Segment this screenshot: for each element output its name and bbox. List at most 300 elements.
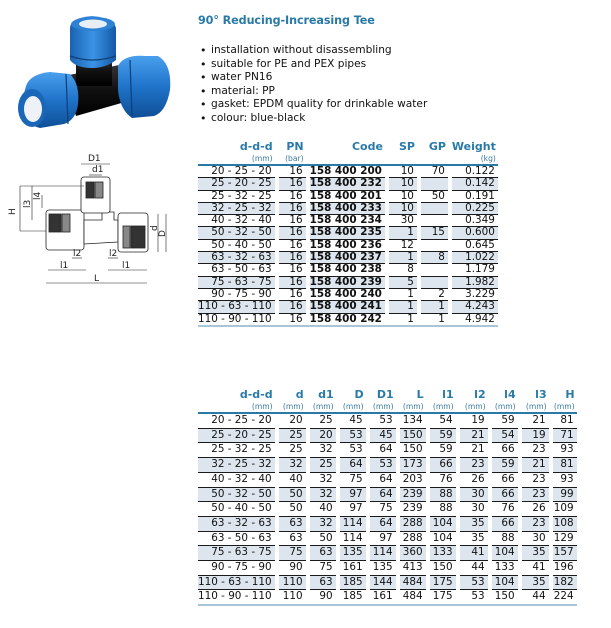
column-header-unit: (mm) — [553, 402, 575, 411]
cell-d-d-d: 25 - 20 - 25 — [198, 177, 275, 189]
cell-d1: 75 — [370, 501, 396, 516]
cell-gp — [421, 177, 448, 189]
cell-code: 158 400 242 — [310, 313, 385, 325]
cell-l2: 53 — [460, 589, 488, 604]
cell-code: 158 400 238 — [310, 263, 385, 275]
product-title: 90° Reducing-Increasing Tee — [198, 14, 375, 27]
table-row — [198, 288, 498, 300]
cell-h: 182 — [553, 575, 577, 590]
cell-code: 158 400 241 — [310, 300, 385, 312]
cell-d1: 64 — [370, 487, 396, 502]
cell-pn: 16 — [279, 202, 306, 214]
cell-h: 93 — [553, 442, 577, 457]
cell-l: 484 — [400, 575, 426, 590]
table-row — [198, 263, 498, 275]
cell-pn: 16 — [279, 239, 306, 251]
cell-d: 25 — [279, 428, 306, 443]
feature-item: • suitable for PE and PEX pipes — [198, 58, 427, 72]
cell-code: 158 400 235 — [310, 226, 385, 238]
cell-d-d-d: 63 - 32 - 63 — [198, 251, 275, 263]
cell-d: 114 — [340, 531, 366, 546]
cell-sp: 10 — [389, 202, 417, 214]
table-row — [198, 531, 577, 546]
cell-l1: 133 — [430, 545, 456, 560]
cell-d: 75 — [340, 472, 366, 487]
column-header-unit — [421, 153, 446, 164]
cell-sp: 12 — [389, 239, 417, 251]
cell-l4: 104 — [492, 575, 518, 590]
column-header-code — [310, 140, 385, 164]
cell-d: 110 — [279, 575, 306, 590]
cell-h: 99 — [553, 487, 577, 502]
cell-l3: 21 — [522, 457, 549, 472]
column-header-label: D1 — [376, 388, 394, 401]
cell-d1: 40 — [310, 501, 336, 516]
table-row — [198, 166, 498, 177]
cell-l: 239 — [400, 501, 426, 516]
column-header-weight — [452, 140, 498, 164]
cell-d: 114 — [340, 516, 366, 531]
cell-weight: 0.645 — [452, 239, 498, 251]
column-header-label: l4 — [504, 388, 516, 401]
table-row — [198, 239, 498, 251]
cell-h: 109 — [553, 501, 577, 516]
cell-h: 157 — [553, 545, 577, 560]
column-header-label: d — [295, 388, 304, 401]
cell-gp: 2 — [421, 288, 448, 300]
cell-d: 185 — [340, 575, 366, 590]
cell-l1: 66 — [430, 457, 456, 472]
cell-d-d-d: 20 - 25 - 20 — [211, 414, 272, 426]
cell-l1: 175 — [430, 589, 456, 604]
cell-pn: 16 — [279, 300, 306, 312]
cell-l: 413 — [400, 560, 426, 575]
table-bottom-rule — [198, 604, 577, 620]
column-header-label: SP — [398, 140, 415, 153]
table-bottom-rule — [198, 325, 498, 338]
cell-l3: 23 — [522, 487, 549, 502]
column-header-sp — [389, 140, 417, 164]
cell-h: 71 — [553, 428, 577, 443]
cell-gp: 70 — [431, 165, 445, 177]
cell-l2: 30 — [460, 501, 488, 516]
cell-d1: 20 — [310, 428, 336, 443]
cell-l1: 88 — [430, 501, 456, 516]
table-row — [198, 214, 498, 226]
cell-d: 50 — [279, 501, 306, 516]
cell-l4: 133 — [492, 560, 518, 575]
cell-weight: 0.191 — [452, 190, 498, 202]
column-header-unit: (mm) — [432, 402, 454, 411]
cell-code: 158 400 239 — [310, 276, 385, 288]
cell-l: 288 — [400, 516, 426, 531]
cell-d: 20 — [289, 414, 303, 426]
cell-l1: 59 — [430, 428, 456, 443]
cell-l: 484 — [400, 589, 426, 604]
column-header-label: d1 — [318, 388, 334, 401]
cell-l4: 88 — [492, 531, 518, 546]
cell-weight: 0.225 — [452, 202, 498, 214]
column-header-label: l3 — [535, 388, 547, 401]
column-header-label: GP — [428, 140, 446, 153]
cell-weight: 1.022 — [452, 251, 498, 263]
cell-gp: 8 — [421, 251, 448, 263]
label-l1-right: l1 — [122, 261, 131, 271]
cell-pn: 16 — [279, 263, 306, 275]
cell-sp: 1 — [389, 300, 417, 312]
cell-l2: 53 — [460, 575, 488, 590]
cell-sp: 10 — [389, 190, 417, 202]
label-D1: D1 — [88, 154, 101, 164]
column-header-l4 — [492, 388, 518, 412]
cell-l3: 23 — [522, 516, 549, 531]
cell-pn: 16 — [279, 313, 306, 325]
cell-l4: 104 — [492, 545, 518, 560]
drawing-body — [46, 177, 148, 252]
table-row — [198, 442, 577, 457]
cell-d-d-d: 25 - 32 - 25 — [198, 190, 275, 202]
cell-l1: 88 — [430, 487, 456, 502]
cell-h: 224 — [553, 589, 577, 604]
cell-d-d-d: 40 - 32 - 40 — [198, 472, 275, 487]
cell-l2: 23 — [460, 457, 488, 472]
label-D: D — [158, 230, 168, 237]
cell-d1: 53 — [370, 457, 396, 472]
column-header-l — [400, 388, 426, 412]
cell-d1: 161 — [370, 589, 396, 604]
cell-l: 173 — [400, 457, 426, 472]
cell-l4: 76 — [492, 501, 518, 516]
cell-l3: 23 — [522, 472, 549, 487]
cell-sp: 1 — [389, 226, 417, 238]
label-l2-left: l2 — [73, 249, 82, 259]
cell-l4: 66 — [492, 442, 518, 457]
table-row — [198, 589, 577, 604]
cell-d1: 75 — [310, 560, 336, 575]
column-header-label: Weight — [451, 140, 496, 153]
cell-gp: 1 — [421, 300, 448, 312]
cell-d-d-d: 110 - 90 - 110 — [198, 313, 275, 325]
column-header-unit: (mm) — [342, 402, 364, 411]
label-l3: l3 — [23, 199, 33, 208]
cell-d-d-d: 50 - 32 - 50 — [198, 487, 275, 502]
cell-pn: 16 — [289, 165, 303, 177]
table-row — [198, 202, 498, 214]
column-header-label: Code — [351, 140, 383, 153]
cell-gp: 15 — [421, 226, 448, 238]
cell-d1: 50 — [310, 531, 336, 546]
cell-weight: 0.122 — [465, 165, 495, 177]
column-header-unit — [389, 153, 415, 164]
cell-code: 158 400 234 — [310, 214, 385, 226]
cell-h: 93 — [553, 472, 577, 487]
table-row — [198, 472, 577, 487]
cell-weight: 1.179 — [452, 263, 498, 275]
feature-item: • material: PP — [198, 85, 427, 99]
cell-h: 129 — [553, 531, 577, 546]
cell-pn: 16 — [279, 251, 306, 263]
cell-code: 158 400 233 — [310, 202, 385, 214]
column-header-label: D — [354, 388, 364, 401]
cell-d: 64 — [340, 457, 366, 472]
table-row — [198, 516, 577, 531]
column-header-d1 — [370, 388, 396, 412]
table-row — [198, 300, 498, 312]
table-row — [198, 560, 577, 575]
left-nut — [18, 72, 78, 128]
feature-list — [198, 44, 427, 126]
cell-l1: 104 — [430, 516, 456, 531]
cell-gp — [421, 263, 448, 275]
cell-l1: 175 — [430, 575, 456, 590]
cell-gp — [421, 202, 448, 214]
header-row — [198, 388, 577, 412]
cell-l: 203 — [400, 472, 426, 487]
cell-d-d-d: 110 - 63 - 110 — [198, 300, 275, 312]
column-header-unit: (mm) — [312, 402, 334, 411]
cell-d1: 32 — [310, 442, 336, 457]
cell-l: 239 — [400, 487, 426, 502]
cell-sp: 10 — [389, 177, 417, 189]
column-header-gp — [421, 140, 448, 164]
cell-d: 53 — [340, 428, 366, 443]
table-row — [198, 545, 577, 560]
cell-gp: 50 — [421, 190, 448, 202]
column-header-unit: (mm) — [251, 154, 273, 163]
cell-pn: 16 — [279, 214, 306, 226]
cell-weight: 4.243 — [452, 300, 498, 312]
cell-code: 158 400 201 — [310, 190, 385, 202]
cell-h: 196 — [553, 560, 577, 575]
cell-sp: 10 — [400, 165, 414, 177]
cell-l3: 23 — [522, 442, 549, 457]
cell-d1: 64 — [370, 442, 396, 457]
cell-d1: 32 — [310, 472, 336, 487]
cell-l: 288 — [400, 531, 426, 546]
cell-code: 158 400 237 — [310, 251, 385, 263]
column-header-unit: (mm) — [494, 402, 516, 411]
cell-sp: 30 — [389, 214, 417, 226]
table-row — [198, 428, 577, 443]
table-row — [198, 177, 498, 189]
cell-weight: 0.600 — [452, 226, 498, 238]
cell-d1: 45 — [370, 428, 396, 443]
cell-l3: 21 — [532, 414, 546, 426]
top-nut — [70, 16, 116, 68]
cell-d: 45 — [349, 414, 363, 426]
cell-weight: 0.349 — [452, 214, 498, 226]
cell-d1: 97 — [370, 531, 396, 546]
cell-d-d-d: 50 - 40 - 50 — [198, 239, 275, 251]
label-H: H — [8, 208, 18, 215]
cell-code: 158 400 240 — [310, 288, 385, 300]
cell-code: 158 400 232 — [310, 177, 385, 189]
cell-gp — [421, 276, 448, 288]
cell-l2: 35 — [460, 531, 488, 546]
cell-d1: 25 — [310, 457, 336, 472]
cell-l3: 19 — [522, 428, 549, 443]
column-header-d-d-d — [198, 140, 275, 164]
column-header-unit: (mm) — [525, 402, 547, 411]
cell-gp — [421, 239, 448, 251]
column-header-d-d-d — [198, 388, 275, 412]
cell-d1: 64 — [370, 472, 396, 487]
cell-d1: 32 — [310, 516, 336, 531]
cell-h: 81 — [553, 457, 577, 472]
dimensions-table — [198, 388, 577, 620]
cell-d: 53 — [340, 442, 366, 457]
cell-d1: 90 — [310, 589, 336, 604]
cell-weight: 1.982 — [452, 276, 498, 288]
cell-d-d-d: 90 - 75 - 90 — [198, 560, 275, 575]
cell-d: 32 — [279, 457, 306, 472]
cell-d-d-d: 90 - 75 - 90 — [198, 288, 275, 300]
cell-l3: 30 — [522, 531, 549, 546]
column-header-unit: (mm) — [372, 402, 394, 411]
cell-sp: 1 — [389, 251, 417, 263]
cell-d-d-d: 20 - 25 - 20 — [211, 165, 272, 177]
column-header-label: l1 — [442, 388, 454, 401]
cell-l2: 30 — [460, 487, 488, 502]
cell-pn: 16 — [279, 226, 306, 238]
cell-l3: 35 — [522, 575, 549, 590]
cell-pn: 16 — [279, 276, 306, 288]
cell-d1: 135 — [370, 560, 396, 575]
cell-d-d-d: 25 - 32 - 25 — [198, 442, 275, 457]
cell-l: 150 — [400, 442, 426, 457]
cell-l: 360 — [400, 545, 426, 560]
table-row — [198, 575, 577, 590]
table-row — [198, 276, 498, 288]
cell-d-d-d: 63 - 50 - 63 — [198, 531, 275, 546]
column-header-label: d-d-d — [239, 388, 273, 401]
column-header-unit — [310, 153, 383, 164]
cell-d1: 53 — [379, 414, 393, 426]
cell-l4: 66 — [492, 472, 518, 487]
cell-l2: 21 — [460, 442, 488, 457]
cell-d: 97 — [340, 487, 366, 502]
cell-pn: 16 — [279, 288, 306, 300]
cell-d: 90 — [279, 560, 306, 575]
cell-d: 75 — [279, 545, 306, 560]
column-header-l3 — [522, 388, 549, 412]
label-d1: d1 — [92, 165, 104, 175]
label-l4: l4 — [33, 191, 43, 200]
column-header-d1 — [310, 388, 336, 412]
cell-sp: 8 — [389, 263, 417, 275]
column-header-d — [340, 388, 366, 412]
column-header-d — [279, 388, 306, 412]
cell-h: 108 — [553, 516, 577, 531]
cell-l3: 41 — [522, 560, 549, 575]
cell-l1: 104 — [430, 531, 456, 546]
cell-d: 135 — [340, 545, 366, 560]
cell-d-d-d: 32 - 25 - 32 — [198, 202, 275, 214]
cell-l4: 54 — [492, 428, 518, 443]
column-header-l1 — [430, 388, 456, 412]
column-header-unit: (mm) — [282, 402, 304, 411]
column-header-unit: (mm) — [402, 402, 424, 411]
column-header-label: H — [565, 388, 575, 401]
table-row — [198, 487, 577, 502]
cell-h: 81 — [560, 414, 574, 426]
cell-l: 150 — [400, 428, 426, 443]
cell-l2: 44 — [460, 560, 488, 575]
column-header-unit: (bar) — [285, 154, 304, 163]
table-row — [198, 226, 498, 238]
cell-l: 134 — [402, 414, 423, 426]
cell-d1: 64 — [370, 516, 396, 531]
label-l1-left: l1 — [60, 261, 69, 271]
cell-d-d-d: 50 - 40 - 50 — [198, 501, 275, 516]
table-row — [198, 414, 577, 428]
cell-l2: 19 — [471, 414, 485, 426]
column-header-h — [553, 388, 577, 412]
cell-l4: 66 — [492, 487, 518, 502]
column-header-label: l2 — [474, 388, 486, 401]
ordering-table — [198, 140, 498, 338]
cell-d-d-d: 25 - 20 - 25 — [198, 428, 275, 443]
feature-item: • colour: blue-black — [198, 112, 427, 126]
cell-l3: 44 — [522, 589, 549, 604]
column-header-unit: (mm) — [464, 402, 486, 411]
feature-item: • water PN16 — [198, 71, 427, 85]
column-header-label: L — [416, 388, 424, 401]
cell-l4: 59 — [492, 457, 518, 472]
cell-d: 161 — [340, 560, 366, 575]
cell-d: 63 — [279, 531, 306, 546]
cell-l3: 26 — [522, 501, 549, 516]
header-row — [198, 140, 498, 164]
cell-gp — [421, 214, 448, 226]
cell-d: 25 — [279, 442, 306, 457]
label-l2-right: l2 — [109, 249, 118, 259]
table-row — [198, 457, 577, 472]
cell-d-d-d: 75 - 63 - 75 — [198, 276, 275, 288]
cell-l2: 21 — [460, 428, 488, 443]
cell-weight: 4.942 — [452, 313, 498, 325]
technical-drawing — [2, 146, 194, 294]
table-row — [198, 251, 498, 263]
column-header-pn — [279, 140, 306, 164]
cell-d1: 25 — [319, 414, 333, 426]
product-photo — [6, 4, 174, 142]
cell-d-d-d: 63 - 32 - 63 — [198, 516, 275, 531]
cell-d-d-d: 63 - 50 - 63 — [198, 263, 275, 275]
cell-sp: 1 — [389, 288, 417, 300]
cell-d-d-d: 110 - 63 - 110 — [198, 575, 275, 590]
cell-d-d-d: 40 - 32 - 40 — [198, 214, 275, 226]
cell-weight: 3.229 — [452, 288, 498, 300]
cell-d1: 63 — [310, 545, 336, 560]
cell-gp: 1 — [421, 313, 448, 325]
cell-l4: 59 — [501, 414, 515, 426]
table-row — [198, 501, 577, 516]
cell-l2: 35 — [460, 516, 488, 531]
cell-code: 158 400 200 — [309, 165, 382, 177]
cell-code: 158 400 236 — [310, 239, 385, 251]
cell-d: 40 — [279, 472, 306, 487]
cell-l2: 41 — [460, 545, 488, 560]
right-nut — [118, 56, 170, 118]
cell-l2: 26 — [460, 472, 488, 487]
feature-item: • gasket: EPDM quality for drinkable water — [198, 98, 427, 112]
cell-d: 185 — [340, 589, 366, 604]
cell-d: 110 — [279, 589, 306, 604]
cell-pn: 16 — [279, 190, 306, 202]
cell-d-d-d: 50 - 32 - 50 — [198, 226, 275, 238]
cell-d1: 63 — [310, 575, 336, 590]
